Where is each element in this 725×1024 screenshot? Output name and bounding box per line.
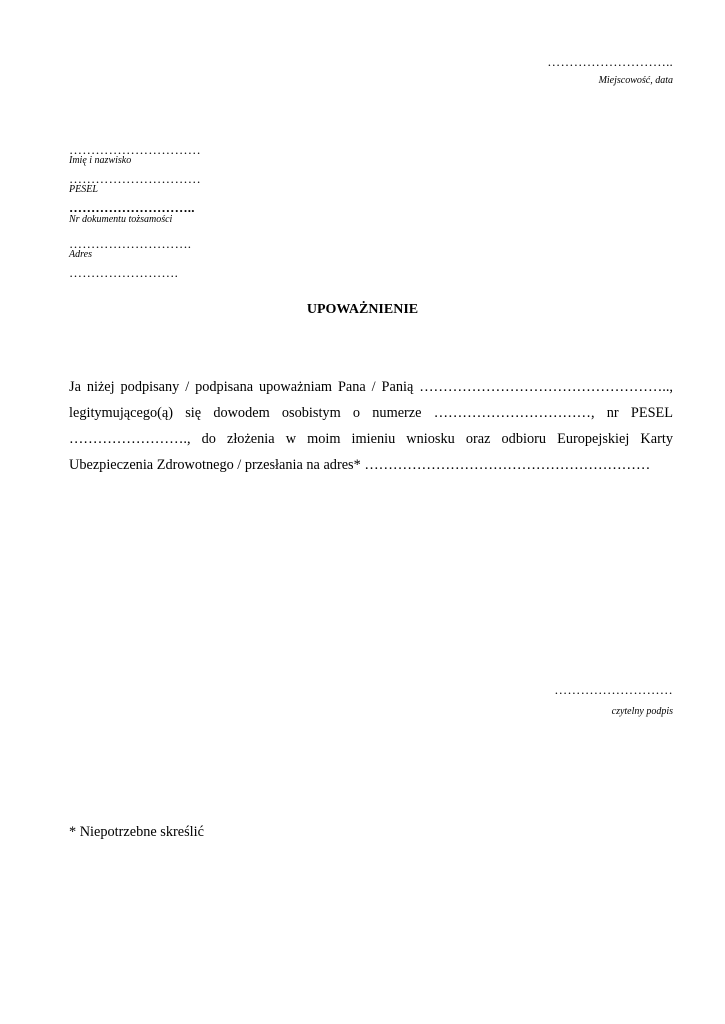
place-date-label: Miejscowość, data bbox=[598, 75, 673, 86]
document-number-label: Nr dokumentu tożsamości bbox=[69, 214, 173, 225]
body-line: legitymującego(ą) się dowodem osobistym o numerze ……………………………, nr PESEL bbox=[69, 405, 673, 421]
address-label: Adres bbox=[69, 249, 92, 260]
signature-label: czytelny podpis bbox=[611, 706, 673, 717]
body-line: Ubezpieczenia Zdrowotnego / przesłania na adres* …………………………………………………… bbox=[69, 457, 651, 473]
body-line: Ja niżej podpisany / podpisana upoważniam Pana / Panią …………………………………………….., bbox=[69, 379, 673, 395]
pesel-field: ………………………… bbox=[69, 171, 201, 186]
document-title: UPOWAŻNIENIE bbox=[306, 302, 419, 317]
signature-field: ……………………… bbox=[554, 682, 673, 697]
footnote: * Niepotrzebne skreślić bbox=[69, 824, 204, 840]
pesel-label: PESEL bbox=[69, 184, 98, 195]
place-date-field: ……………………….. bbox=[547, 54, 673, 69]
address-field: ………………………. bbox=[69, 236, 192, 251]
document-number-field: ……………………….. bbox=[69, 200, 195, 215]
body-line: ……………………., do złożenia w moim imieniu wniosku oraz odbioru Europejskiej Karty bbox=[69, 431, 673, 447]
authorization-body bbox=[69, 374, 673, 478]
name-label: Imię i nazwisko bbox=[69, 155, 132, 166]
name-field: ………………………… bbox=[69, 142, 201, 157]
address-field-line-2: ……………………. bbox=[69, 265, 179, 280]
